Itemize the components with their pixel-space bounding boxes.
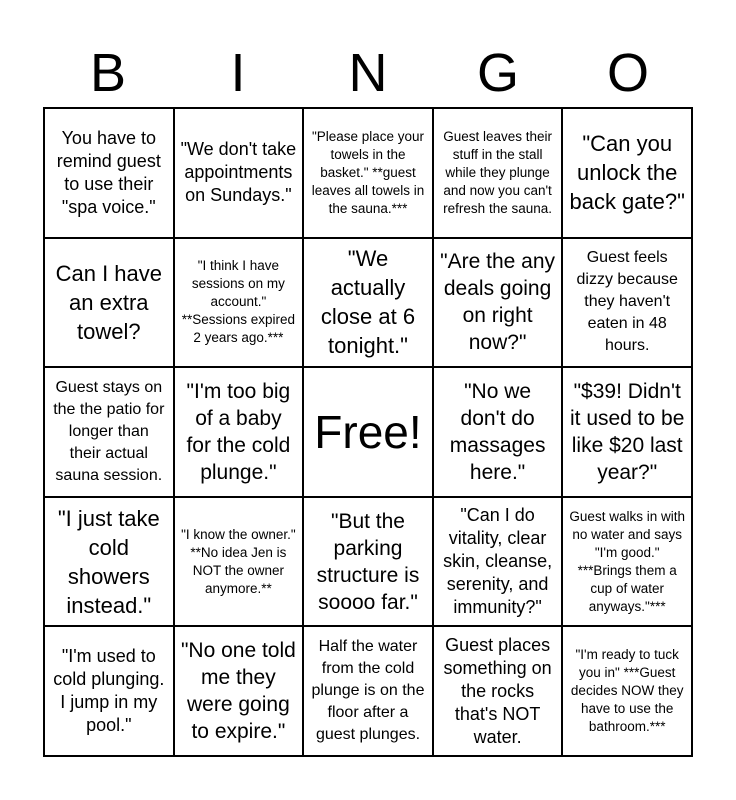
cell-text: "I'm too big of a baby for the cold plunge." bbox=[186, 379, 291, 484]
header-letter-g: G bbox=[476, 43, 519, 103]
bingo-cell-r2-c2[interactable] bbox=[174, 238, 304, 368]
bingo-cell-r4-c3[interactable] bbox=[303, 497, 433, 627]
cell-text: You have to remind guest to use their "spa voice." bbox=[56, 127, 161, 217]
free-space-label: Free! bbox=[314, 405, 422, 458]
free-space-cell[interactable] bbox=[303, 367, 433, 497]
cell-text: Can I have an extra towel? bbox=[55, 260, 162, 344]
cell-text: Guest leaves their stuff in the stall while they plunge and now you can't refresh the sauna. bbox=[443, 128, 552, 216]
cell-text: "I think I have sessions on my account." **Sessions expired 2 years ago.*** bbox=[181, 258, 296, 346]
bingo-cell-r1-c1[interactable] bbox=[44, 108, 174, 238]
cell-text: "Are the any deals going on right now?" bbox=[440, 250, 556, 355]
header-letter-b: B bbox=[89, 43, 127, 103]
bingo-cell-r2-c3[interactable] bbox=[303, 238, 433, 368]
cell-text: "I'm used to cold plunging. I jump in my pool." bbox=[53, 646, 165, 736]
bingo-cell-r5-c3[interactable] bbox=[303, 626, 433, 756]
cell-text: "No one told me they were going to expire." bbox=[180, 639, 296, 744]
header-letter-n: N bbox=[348, 43, 388, 103]
cell-text: "Please place your towels in the basket." **guest leaves all towels in the sauna.*** bbox=[311, 128, 425, 216]
cell-text: "No we don't do massages here." bbox=[449, 379, 546, 484]
bingo-cell-r1-c3[interactable] bbox=[303, 108, 433, 238]
cell-text: Guest places something on the rocks that's NOT water. bbox=[443, 634, 552, 747]
cell-text: "But the parking structure is soooo far." bbox=[316, 509, 420, 614]
header-letter-o: O bbox=[606, 43, 649, 103]
cell-text: "I just take cold showers instead." bbox=[57, 505, 160, 618]
cell-text: Guest stays on the the patio for longer than their actual sauna session. bbox=[53, 378, 165, 484]
cell-text: "$39! Didn't it used to be like $20 last year?" bbox=[569, 379, 685, 484]
bingo-cell-r3-c1[interactable] bbox=[44, 367, 174, 497]
cell-text: "I'm ready to tuck you in" ***Guest decides NOW they have to use the bathroom.*** bbox=[570, 647, 684, 735]
cell-text: "Can I do vitality, clear skin, cleanse, serenity, and immunity?" bbox=[443, 505, 553, 618]
bingo-cell-r5-c4[interactable] bbox=[433, 626, 563, 756]
bingo-cell-r3-c5[interactable] bbox=[562, 367, 692, 497]
bingo-cell-r1-c2[interactable] bbox=[174, 108, 304, 238]
bingo-cell-r3-c4[interactable] bbox=[433, 367, 563, 497]
bingo-cell-r5-c2[interactable] bbox=[174, 626, 304, 756]
header-letter-i: I bbox=[230, 43, 246, 103]
cell-text: "I know the owner." **No idea Jen is NOT the owner anymore.** bbox=[181, 526, 296, 596]
cell-text: "We don't take appointments on Sundays." bbox=[180, 139, 297, 206]
bingo-cell-r4-c5[interactable] bbox=[562, 497, 692, 627]
cell-text: "Can you unlock the back gate?" bbox=[569, 131, 685, 215]
cell-text: Guest walks in with no water and says "I'm good." ***Brings them a cup of water anyways."*** bbox=[569, 508, 685, 614]
cell-text: "We actually close at 6 tonight." bbox=[320, 246, 416, 359]
cell-text: Guest feels dizzy because they haven't eaten in 48 hours. bbox=[576, 249, 678, 355]
bingo-cell-r2-c1[interactable] bbox=[44, 238, 174, 368]
bingo-cell-r4-c4[interactable] bbox=[433, 497, 563, 627]
bingo-cell-r2-c5[interactable] bbox=[562, 238, 692, 368]
cell-text: Half the water from the cold plunge is on the floor after a guest plunges. bbox=[311, 638, 425, 744]
bingo-board bbox=[43, 107, 693, 757]
bingo-cell-r5-c1[interactable] bbox=[44, 626, 174, 756]
bingo-header bbox=[43, 38, 693, 108]
bingo-cell-r4-c2[interactable] bbox=[174, 497, 304, 627]
bingo-cell-r1-c5[interactable] bbox=[562, 108, 692, 238]
bingo-cell-r2-c4[interactable] bbox=[433, 238, 563, 368]
bingo-cell-r5-c5[interactable] bbox=[562, 626, 692, 756]
bingo-cell-r3-c2[interactable] bbox=[174, 367, 304, 497]
bingo-cell-r4-c1[interactable] bbox=[44, 497, 174, 627]
bingo-cell-r1-c4[interactable] bbox=[433, 108, 563, 238]
